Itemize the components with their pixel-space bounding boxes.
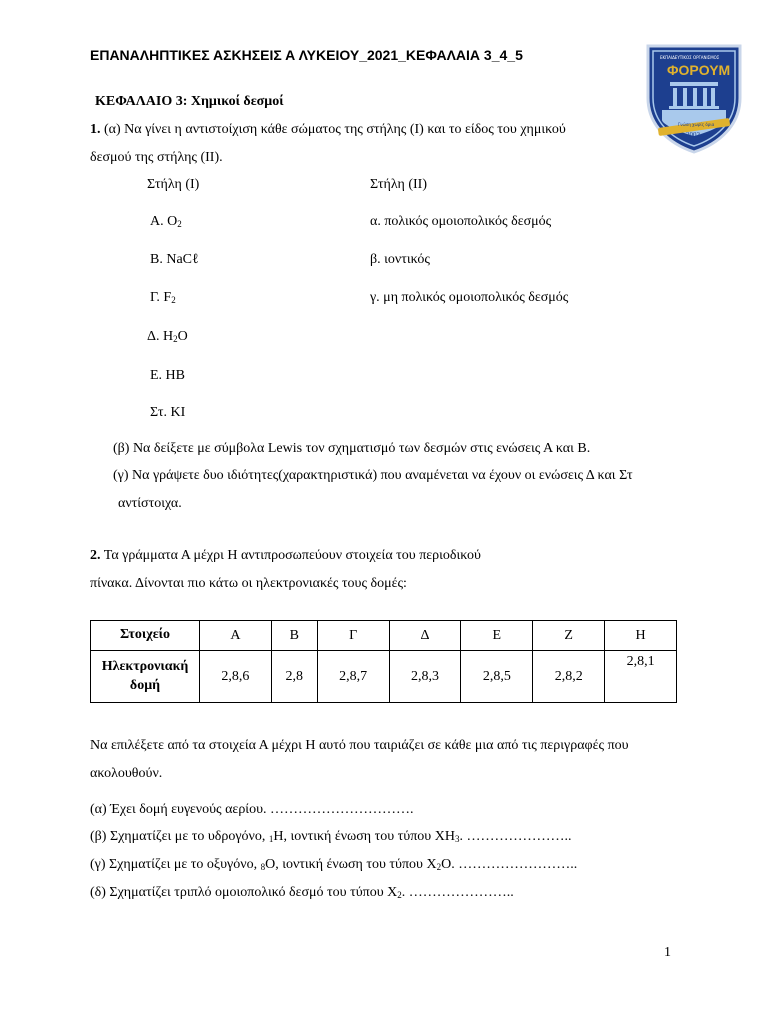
col1-item: Γ. $F_2$ (150, 290, 176, 305)
table-cell: Δ (389, 621, 461, 651)
col1-item: Β. NaCℓ (150, 252, 199, 267)
table-cell: Η (605, 621, 677, 651)
table-row (91, 651, 677, 703)
table-header-cell: Στοιχείο (91, 621, 200, 651)
table-cell: Β (271, 621, 317, 651)
table-cell: Α (200, 621, 272, 651)
q2-number: 2. (90, 548, 101, 563)
q1-intro-text: (α) Να γίνει η αντιστοίχιση κάθε σώματος της στήλης (Ι) και το είδος του χημικού (100, 122, 566, 137)
document-header-title: ΕΠΑΝΑΛΗΠΤΙΚΕΣ ΑΣΚΗΣΕΙΣ Α ΛΥΚΕΙΟΥ_2021_ΚΕΦΑΛΑΙΑ 3_4_5 (90, 47, 523, 63)
col1-item: Ε. HB (150, 368, 185, 383)
q2-part-c: (γ) Σχηματίζει με το οξυγόνο, $_8$Ο, ιοντική ένωση του τύπου $X_2O$. …………………….. (90, 857, 578, 872)
q2-intro-line2: πίνακα. Δίνονται πιο κάτω οι ηλεκτρονιακές τους δομές: (90, 576, 407, 591)
logo-name: ΦΟΡΟΥΜ (667, 62, 731, 78)
q2-instruction-line2: ακολουθούν. (90, 766, 163, 781)
table-header-cell: Ηλεκτρονιακή δομή (91, 651, 200, 703)
col2-item: β. ιοντικός (370, 252, 430, 267)
q2-instruction-line1: Να επιλέξετε από τα στοιχεία Α μέχρι Η αυτό που ταιριάζει σε κάθε μια από τις περιγραφές που (90, 738, 629, 753)
electron-structure-table (90, 620, 677, 703)
q2-intro-line1 (90, 549, 481, 563)
q2-part-b: (β) Σχηματίζει με το υδρογόνο, $_1$Η, ιοντική ένωση του τύπου $XH_3$. ………………….. (90, 829, 572, 844)
forum-logo (640, 40, 748, 156)
table-cell: 2,8,2 (533, 651, 605, 703)
col1-item: Στ. KI (150, 405, 186, 420)
chapter-heading: ΚΕΦΑΛΑΙΟ 3: Χημικοί δεσμοί (95, 94, 284, 109)
q1-number: 1. (90, 122, 101, 137)
col2-item: γ. μη πολικός ομοιοπολικός δεσμός (370, 290, 569, 305)
table-cell: 2,8 (271, 651, 317, 703)
q2-intro-text: Τα γράμματα Α μέχρι Η αντιπροσωπεύουν στοιχεία του περιοδικού (100, 548, 481, 563)
table-cell: Ζ (533, 621, 605, 651)
table-cell: 2,8,6 (200, 651, 272, 703)
table-cell: 2,8,5 (461, 651, 533, 703)
q1-part-c-line2: αντίστοιχα. (118, 496, 182, 511)
col1-item: Α. $O_2$ (150, 214, 182, 229)
logo-year: 2002 (686, 131, 700, 139)
column-2-header: Στήλη (ΙΙ) (370, 177, 427, 192)
col1-item: Δ. $H_2O$ (147, 329, 188, 344)
col2-item: α. πολικός ομοιοπολικός δεσμός (370, 214, 552, 229)
table-cell: 2,8,1 (605, 651, 677, 703)
q2-part-d: (δ) Σχηματίζει τριπλό ομοιοπολικό δεσμό του τύπου $X_2$. ………………….. (90, 885, 514, 900)
q1-intro-line2: δεσμού της στήλης (ΙΙ). (90, 150, 223, 165)
table-cell: 2,8,3 (389, 651, 461, 703)
table-cell: 2,8,7 (317, 651, 389, 703)
q1-intro-line1 (90, 123, 566, 137)
logo-ribbon-text: Γνώση χωρίς όρια (678, 122, 715, 127)
logo-top-text: ΕΚΠΑΙΔΕΥΤΙΚΟΣ ΟΡΓΑΝΙΣΜΟΣ (660, 55, 720, 60)
table-row (91, 621, 677, 651)
column-1-header: Στήλη (Ι) (147, 177, 200, 192)
q1-part-b: (β) Να δείξετε με σύμβολα Lewis τον σχηματισμό των δεσμών στις ενώσεις Α και Β. (113, 441, 591, 456)
table-cell: Ε (461, 621, 533, 651)
q2-part-a: (α) Έχει δομή ευγενούς αερίου. …………………………. (90, 802, 414, 817)
table-cell: Γ (317, 621, 389, 651)
q1-part-c-line1: (γ) Να γράψετε δυο ιδιότητες(χαρακτηριστικά) που αναμένεται να έχουν οι ενώσεις Δ και Στ (113, 468, 633, 483)
page-number: 1 (664, 945, 671, 960)
